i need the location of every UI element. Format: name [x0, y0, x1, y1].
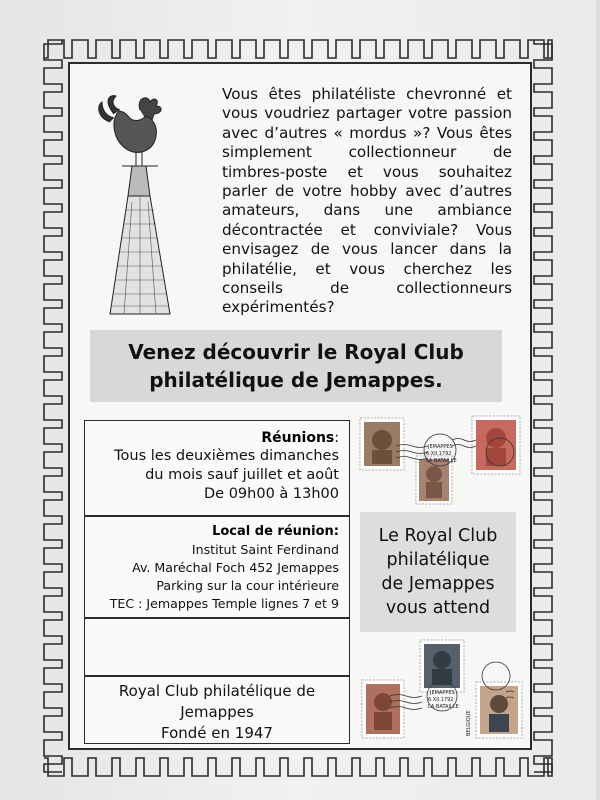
club-line-1: Royal Club philatélique de: [118, 682, 316, 700]
postmark-bottom-city: JEMAPPES: [430, 690, 455, 696]
venue-line-2: Av. Maréchal Foch 452 Jemappes: [132, 560, 339, 575]
empty-box: [84, 618, 350, 676]
postmark-top-date: 6.XII.1792: [426, 451, 452, 457]
venue-line-1: Institut Saint Ferdinand: [191, 542, 339, 557]
stamp-blue-top: [420, 640, 464, 692]
attend-banner: [360, 512, 516, 632]
headline-banner: [90, 330, 502, 402]
attend-line-4: vous attend: [385, 598, 491, 618]
headline-line-1: Venez découvrir le Royal Club: [128, 340, 464, 364]
club-line-2: Jemappes: [180, 703, 254, 721]
venue-label: Local de réunion:: [212, 524, 339, 539]
postmark-top-label: LA BATAILLE: [426, 458, 457, 464]
venue-line-3: Parking sur la cour intérieure: [156, 578, 339, 593]
stamp-portrait-right: [476, 682, 522, 738]
attend-line-2: philatélique: [386, 550, 490, 570]
club-box: [84, 676, 350, 744]
intro-paragraph: Vous êtes philatéliste chevronné et vous voudriez partager votre passion avec d’autres « mordus »? Vous êtes simplement collectionneur de timbres-poste et vous souhaitez parler de votre hobby avec d’autres amateurs, dans une ambiance décontractée et conviviale? Vous envisagez de vous lancer dans la philatélie, et vous cherchez les conseils de collectionneurs expérimentés?: [222, 85, 512, 317]
attend-line-3: de Jemappes: [381, 574, 495, 594]
meetings-box: [84, 420, 350, 516]
meetings-line-3: De 09h00 à 13h00: [204, 486, 339, 502]
stamp-brown-left: [362, 680, 404, 738]
club-line-3: Fondé en 1947: [161, 724, 273, 742]
stamps-top-cluster: [356, 410, 528, 510]
stamp-sepia-left: [360, 418, 404, 470]
attend-line-1: Le Royal Club: [378, 526, 498, 546]
venue-line-4: TEC : Jemappes Temple lignes 7 et 9: [109, 596, 339, 611]
postmark-bottom-label: LA BATAILLE: [428, 704, 459, 710]
meetings-line-1: Tous les deuxièmes dimanches: [114, 448, 339, 464]
venue-box: [84, 516, 350, 618]
rooster-column-illustration: [88, 92, 188, 322]
headline-line-2: philatélique de Jemappes.: [149, 368, 443, 392]
postmark-top-city: JEMAPPES: [428, 444, 453, 450]
stamp-country-label: BELGIQUE: [466, 710, 472, 736]
postmark-bottom-date: 6.XII.1792: [428, 697, 454, 703]
meetings-line-2: du mois sauf juillet et août: [145, 467, 339, 483]
meetings-label: Réunions:: [261, 430, 339, 446]
stamps-bottom-cluster: [356, 636, 528, 742]
